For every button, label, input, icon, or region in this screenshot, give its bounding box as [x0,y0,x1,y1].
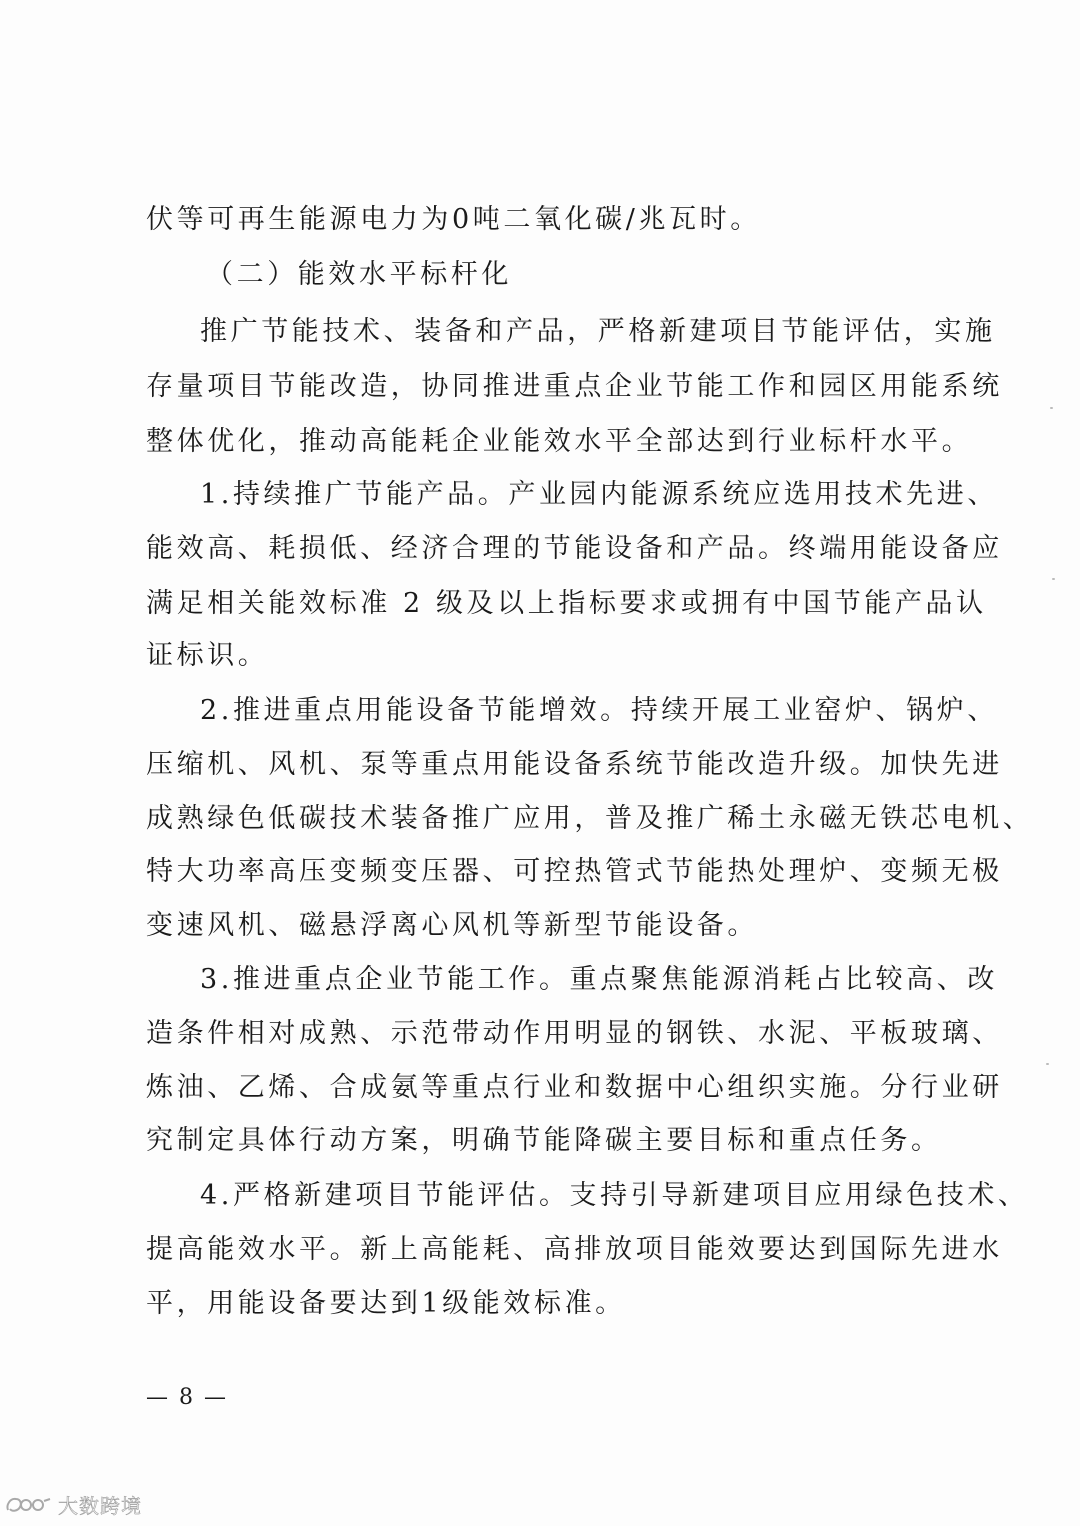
paragraph-line: 能效高、耗损低、经济合理的节能设备和产品。终端用能设备应 [146,533,1003,564]
paragraph-line: 存量项目节能改造，协同推进重点企业节能工作和园区用能系统 [146,371,1003,402]
scan-speck [1052,578,1055,580]
paragraph-line: 满足相关能效标准 2 级及以上指标要求或拥有中国节能产品认 [146,588,987,619]
paragraph-line: 1.持续推广节能产品。产业园内能源系统应选用技术先进、 [200,479,998,510]
paragraph-line: 提高能效水平。新上高能耗、高排放项目能效要达到国际先进水 [146,1234,1003,1265]
page-number: — 8 — [146,1385,228,1410]
paragraph-line: 3.推进重点企业节能工作。重点聚焦能源消耗占比较高、改 [200,964,998,995]
paragraph-line: 证标识。 [146,640,269,671]
section-heading: （二）能效水平标杆化 [206,259,512,290]
watermark [4,1491,142,1517]
paragraph-line: 成熟绿色低碳技术装备推广应用，普及推广稀土永磁无铁芯电机、 [146,803,1034,834]
watermark-text: 大数跨境 [58,1493,142,1518]
paragraph-line: 造条件相对成熟、示范带动作用明显的钢铁、水泥、平板玻璃、 [146,1018,1003,1049]
paragraph-line: 4.严格新建项目节能评估。支持引导新建项目应用绿色技术、 [200,1180,1029,1211]
paragraph-line: 究制定具体行动方案，明确节能降碳主要目标和重点任务。 [146,1125,942,1156]
paragraph-line: 平，用能设备要达到1级能效标准。 [146,1288,626,1319]
paragraph-line: 2.推进重点用能设备节能增效。持续开展工业窑炉、锅炉、 [200,695,998,726]
brand-logo-icon [4,1493,54,1515]
scan-speck [1046,1063,1049,1065]
paragraph-line: 伏等可再生能源电力为0吨二氧化碳/兆瓦时。 [146,204,761,235]
paragraph-line: 特大功率高压变频变压器、可控热管式节能热处理炉、变频无极 [146,856,1003,887]
paragraph-line: 变速风机、磁悬浮离心风机等新型节能设备。 [146,910,758,941]
paragraph-line: 推广节能技术、装备和产品，严格新建项目节能评估，实施 [200,316,996,347]
scan-speck [1050,407,1053,409]
paragraph-line: 炼油、乙烯、合成氨等重点行业和数据中心组织实施。分行业研 [146,1072,1003,1103]
paragraph-line: 整体优化，推动高能耗企业能效水平全部达到行业标杆水平。 [146,426,973,457]
paragraph-line: 压缩机、风机、泵等重点用能设备系统节能改造升级。加快先进 [146,749,1003,780]
